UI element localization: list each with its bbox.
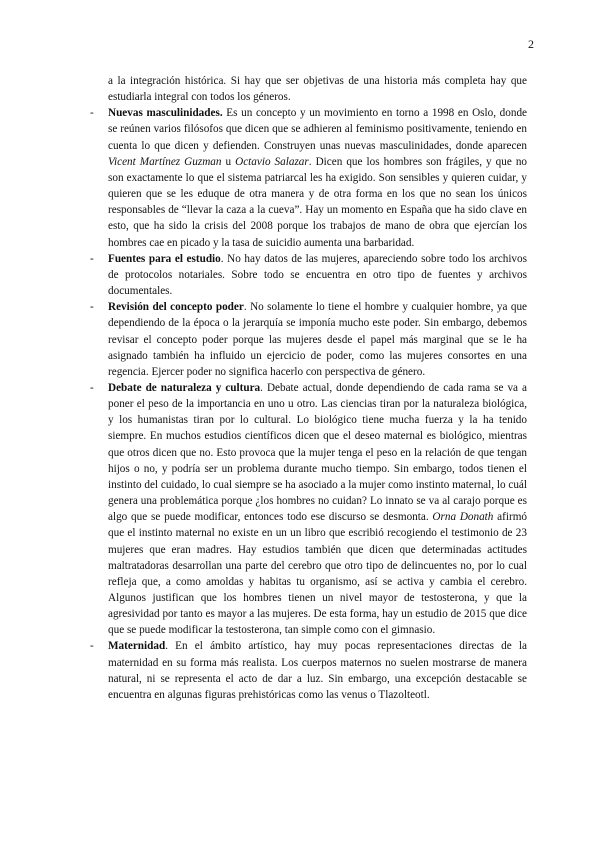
item-text: . No hay datos de las mujeres, apareciendo sobre todo los archivos de protocolos notariales. Sobre todo se encuentra en otro tipo de fuentes y archivos documentales. (108, 252, 527, 298)
list-item-concepto-poder (90, 299, 527, 380)
lead-paragraph: a la integración histórica. Si hay que ser objetivas de una historia más completa hay que estudiarla integral con todos los géneros. (108, 75, 527, 104)
author-name: Octavio Salazar (235, 155, 309, 168)
bullet-dash: - (90, 640, 94, 653)
author-name: Vicent Martínez Guzman (108, 155, 222, 168)
list-item-nuevas-masculinidades (90, 105, 527, 250)
item-text: Es un concepto y un movimiento en torno a 1998 en Oslo, donde se reúnen varios filósofos que dicen que se adhieren al feminismo positivamente, teniendo en cuenta lo que dicen y defienden. Construyen unas nuevas masculinidades, donde aparecen (108, 107, 528, 152)
item-term: Fuentes para el estudio (108, 252, 221, 265)
item-text: . Debate actual, donde dependiendo de cada rama se va a poner el peso de la importancia en uno u otro. Las ciencias tiran por la naturaleza biológica, y los humanistas tiran por lo cultural. Lo biológico tiene mucha fuerza y la ha tenido siempre. En muchos estudios científicos dicen que el deseo maternal es biológico, mientras que otros dicen que no. Esto provoca que la mujer tenga el peso en la relación de que tengan hijos o no, y podría ser un problema durante mucho tiempo. Sin embargo, todos tienen el instinto del cuidado, lo cual siempre se ha asociado a la mujer como instinto maternal, lo cuál genera una problemática porque ¿los hombres no cuidan? Lo innato se va al carajo porque es algo que se puede modificar, entonces todo ese discurso se desmonta. (108, 381, 527, 524)
page-number: 2 (528, 37, 534, 51)
item-text: . En el ámbito artístico, hay muy pocas representaciones directas de la maternidad en su forma más realista. Los cuerpos maternos no suelen mostrarse de manera natural, ni se representa el acto de dar a luz. Sin embargo, una excepción destacable se encuentra en algunas figuras prehistóricas como las venus o Tlazolteotl. (108, 640, 527, 701)
item-term: Revisión del concepto poder (108, 301, 244, 314)
item-text: . Dicen que los hombres son frágiles, y que no son exactamente lo que el sistema patriarcal les ha exigido. Son sensibles y quieren cuidar, y quieren que se les eduque de otra manera y de otra forma en los que no sean los únicos responsables de “llevar la caza a la cueva”. Hay un momento en España que ha sido clave en esto, que ha sido la crisis del 2008 porque los trabajos de mano de obra que ejercían los hombres cae en picado y la tasa de suicidio aumenta una barbaridad. (108, 155, 528, 249)
list-item-naturaleza-cultura (90, 380, 527, 639)
bullet-dash: - (90, 252, 94, 265)
author-name: Orna Donath (432, 511, 494, 524)
bullet-dash: - (90, 301, 94, 314)
list-item-maternidad (90, 638, 527, 703)
document-body (90, 73, 527, 703)
item-term: Debate de naturaleza y cultura (108, 381, 261, 394)
bullet-dash: - (90, 107, 94, 120)
item-term: Maternidad (108, 640, 166, 653)
item-text: afirmó que el instinto maternal no existe en un un libro que escribió recogiendo el testimonio de 23 mujeres que eran madres. Hay estudios también que dicen que determinadas actitudes maltratadoras desarrollan una parte del cerebro que otro tipo de delincuentes no, por lo cual refleja que, a como amoldas y habitas tu organismo, así se activa y cambia el cerebro. Algunos justifican que los hombres tienen un nivel mayor de testosterona, y que la agresividad por tanto es mayor a las mujeres. De esta forma, hay un estudio de 2015 que dice que se puede modificar la testosterona, tan simple como con el gimnasio. (108, 511, 527, 637)
bullet-list (90, 105, 527, 703)
bullet-dash: - (90, 381, 94, 394)
item-text: u (221, 155, 236, 168)
item-term: Nuevas masculinidades. (108, 107, 223, 120)
item-text: . No solamente lo tiene el hombre y cualquier hombre, ya que dependiendo de la época o la jerarquía se imponía mucho este poder. Sin embargo, debemos revisar el concepto poder porque las mujeres desde el papel más marginal que se le ha asignado también ha influido un ejercicio de poder, como las mujeres consortes en una regencia. Ejercer poder no significa hacerlo con perspectiva de género. (108, 301, 527, 378)
list-item-fuentes-estudio (90, 251, 527, 299)
